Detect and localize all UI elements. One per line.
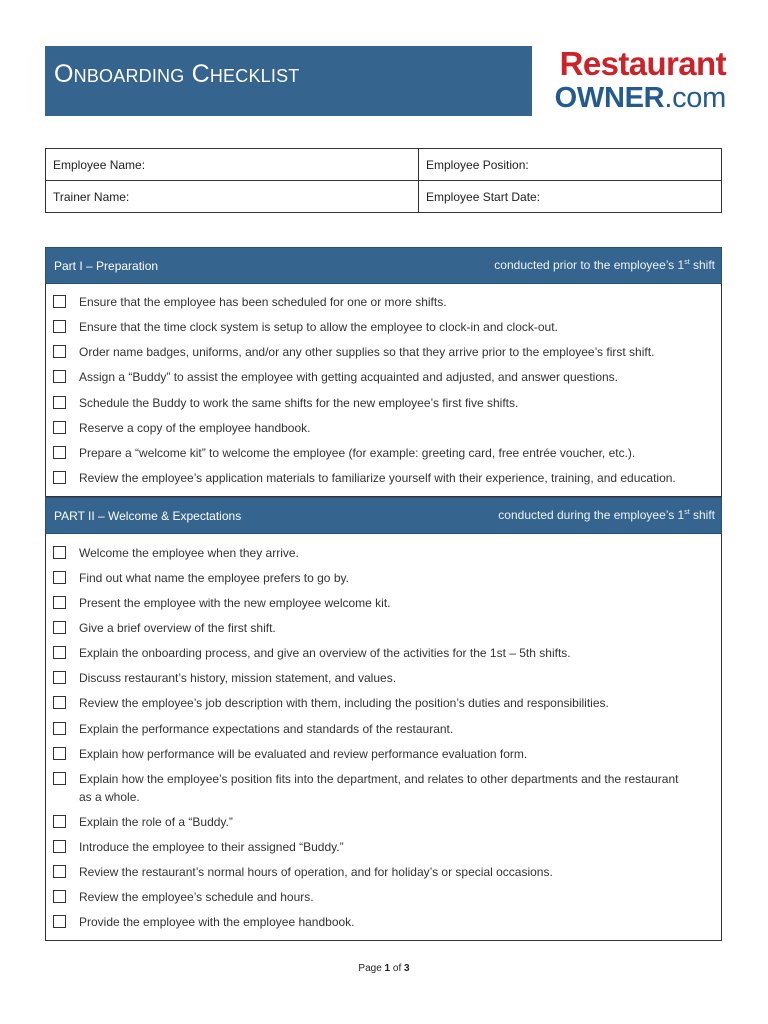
checkbox[interactable] bbox=[53, 446, 66, 459]
item-text: Ensure that the time clock system is setup to allow the employee to clock-in and clock-out. bbox=[79, 320, 558, 334]
checkbox[interactable] bbox=[53, 696, 66, 709]
item-text: Give a brief overview of the first shift. bbox=[79, 621, 276, 635]
item-text: Assign a “Buddy” to assist the employee with getting acquainted and adjusted, and answer questions. bbox=[79, 370, 618, 384]
checkbox[interactable] bbox=[53, 370, 66, 383]
part2-note bbox=[498, 508, 715, 522]
item-text: Review the employee’s application materials to familiarize yourself with their experience, training, and education. bbox=[79, 471, 676, 485]
item-text: Explain the role of a “Buddy.” bbox=[79, 815, 233, 829]
checkbox[interactable] bbox=[53, 471, 66, 484]
checkbox[interactable] bbox=[53, 646, 66, 659]
checkbox[interactable] bbox=[53, 722, 66, 735]
part1-header bbox=[45, 247, 722, 284]
checkbox[interactable] bbox=[53, 295, 66, 308]
item-text: Explain the onboarding process, and give an overview of the activities for the 1st – 5th shifts. bbox=[79, 646, 571, 660]
item-text: Introduce the employee to their assigned “Buddy.” bbox=[79, 840, 344, 854]
item-text: Provide the employee with the employee handbook. bbox=[79, 915, 355, 929]
item-text: Find out what name the employee prefers to go by. bbox=[79, 571, 349, 585]
checkbox[interactable] bbox=[53, 772, 66, 785]
restaurant-owner-logo bbox=[538, 46, 726, 118]
item-text: Present the employee with the new employee welcome kit. bbox=[79, 596, 391, 610]
checkbox[interactable] bbox=[53, 747, 66, 760]
checkbox[interactable] bbox=[53, 345, 66, 358]
start-date-field[interactable]: Employee Start Date: bbox=[426, 190, 541, 204]
employee-name-field[interactable]: Employee Name: bbox=[53, 158, 146, 172]
checkbox[interactable] bbox=[53, 915, 66, 928]
page-footer bbox=[0, 963, 768, 974]
item-text: Explain how the employee’s position fits into the department, and relates to other departments and the restaurant as a whole. bbox=[79, 772, 679, 804]
logo-domain-text: .com bbox=[664, 82, 726, 114]
item-text: Welcome the employee when they arrive. bbox=[79, 546, 299, 560]
footer-page-num: 1 bbox=[384, 963, 391, 974]
checkbox[interactable] bbox=[53, 865, 66, 878]
footer-page-total: 3 bbox=[404, 963, 410, 974]
checkbox[interactable] bbox=[53, 320, 66, 333]
item-text: Explain the performance expectations and standards of the restaurant. bbox=[79, 722, 454, 736]
logo-owner-line bbox=[538, 82, 726, 114]
part2-title: PART II – Welcome & Expectations bbox=[54, 509, 242, 523]
logo-restaurant-text: Restaurant bbox=[559, 45, 726, 82]
checkbox[interactable] bbox=[53, 671, 66, 684]
item-text: Order name badges, uniforms, and/or any other supplies so that they arrive prior to the employee’s first shift. bbox=[79, 345, 655, 359]
checkbox[interactable] bbox=[53, 890, 66, 903]
page-title: Onboarding Checklist bbox=[54, 60, 300, 88]
item-text: Ensure that the employee has been scheduled for one or more shifts. bbox=[79, 295, 447, 309]
item-text: Explain how performance will be evaluated and review performance evaluation form. bbox=[79, 747, 528, 761]
item-text: Discuss restaurant’s history, mission statement, and values. bbox=[79, 671, 397, 685]
title-bar bbox=[45, 46, 532, 116]
part2-header bbox=[45, 497, 722, 534]
part2-note-text: conducted during the employee’s 1 bbox=[498, 508, 685, 522]
item-text: Schedule the Buddy to work the same shifts for the new employee’s first five shifts. bbox=[79, 396, 519, 410]
employee-position-field[interactable]: Employee Position: bbox=[426, 158, 529, 172]
checkbox[interactable] bbox=[53, 546, 66, 559]
checkbox[interactable] bbox=[53, 815, 66, 828]
logo-owner-text: OWNER bbox=[554, 82, 665, 114]
part1-title: Part I – Preparation bbox=[54, 259, 159, 273]
item-text: Prepare a “welcome kit” to welcome the employee (for example: greeting card, free entrée voucher, etc.). bbox=[79, 446, 636, 460]
checkbox[interactable] bbox=[53, 396, 66, 409]
trainer-name-field[interactable]: Trainer Name: bbox=[53, 190, 130, 204]
part2-note-sup: st bbox=[684, 509, 690, 516]
part1-note bbox=[494, 258, 715, 272]
part1-note-suffix: shift bbox=[689, 258, 715, 272]
checkbox[interactable] bbox=[53, 421, 66, 434]
part1-note-sup: st bbox=[684, 259, 690, 266]
part2-note-suffix: shift bbox=[689, 508, 715, 522]
part1-body bbox=[45, 284, 722, 497]
checkbox[interactable] bbox=[53, 621, 66, 634]
checkbox[interactable] bbox=[53, 571, 66, 584]
checkbox[interactable] bbox=[53, 840, 66, 853]
footer-of-word: of bbox=[392, 963, 402, 974]
item-text: Review the restaurant’s normal hours of operation, and for holiday’s or special occasions. bbox=[79, 865, 553, 879]
part1-note-text: conducted prior to the employee’s 1 bbox=[494, 258, 685, 272]
footer-page-word: Page bbox=[358, 963, 382, 974]
checkbox[interactable] bbox=[53, 596, 66, 609]
employee-info-table bbox=[45, 148, 722, 213]
item-text: Reserve a copy of the employee handbook. bbox=[79, 421, 311, 435]
item-text: Review the employee’s job description with them, including the position’s duties and responsibilities. bbox=[79, 696, 609, 710]
item-text: Review the employee’s schedule and hours. bbox=[79, 890, 314, 904]
